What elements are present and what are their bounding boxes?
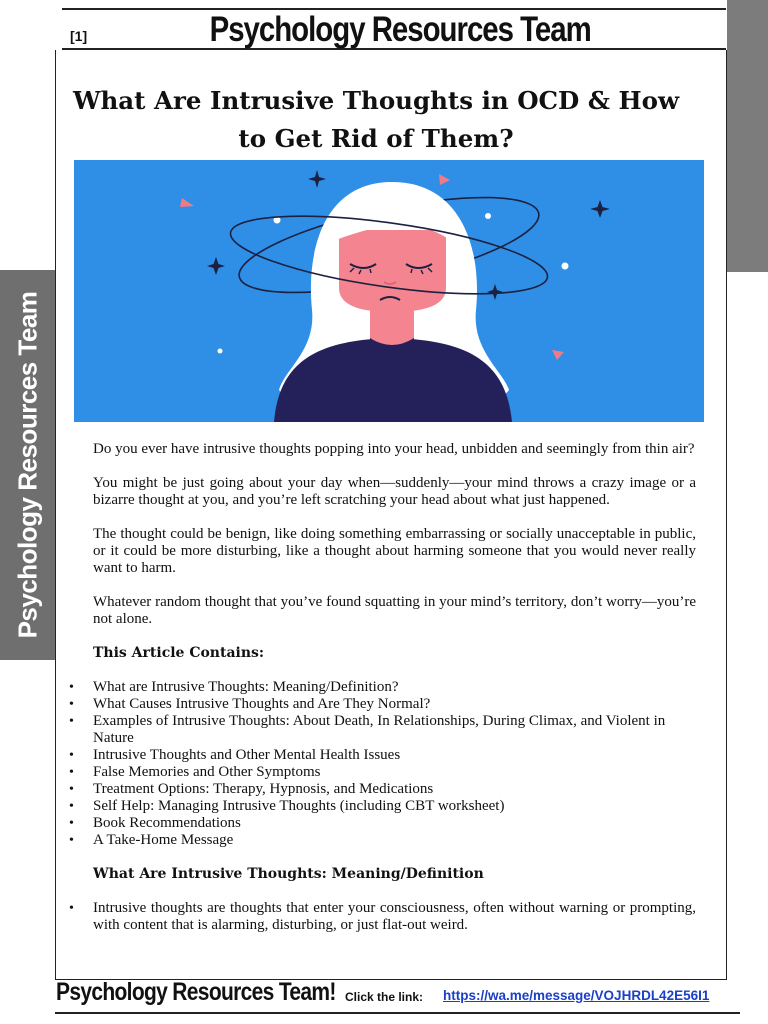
- contents-item: • Treatment Options: Therapy, Hypnosis, and Medications: [93, 781, 696, 798]
- dot-shape: [485, 213, 491, 219]
- contents-heading: This Article Contains:: [93, 645, 265, 661]
- contents-item: • A Take-Home Message: [93, 832, 696, 849]
- sparkle-icon: [308, 170, 326, 188]
- footer-click-label: Click the link:: [345, 990, 424, 1004]
- contents-item: • Self Help: Managing Intrusive Thoughts (including CBT worksheet): [93, 798, 696, 815]
- triangle-shape: [439, 174, 450, 185]
- contents-item: • Book Recommendations: [93, 815, 696, 832]
- page-number: [1]: [70, 28, 88, 44]
- sparkle-icon: [207, 257, 225, 275]
- hero-illustration: [74, 160, 704, 422]
- side-bar-vertical-title: Psychology Resources Team: [12, 291, 43, 639]
- definition-heading: What Are Intrusive Thoughts: Meaning/Definition: [93, 866, 484, 882]
- contents-item: • Examples of Intrusive Thoughts: About Death, In Relationships, During Climax, and Violent in Nature: [93, 713, 696, 747]
- dot-shape: [562, 263, 569, 270]
- sparkle-icon: [590, 200, 610, 218]
- article-title: What Are Intrusive Thoughts in OCD & How to Get Rid of Them?: [72, 86, 680, 153]
- dot-shape: [218, 349, 223, 354]
- sparkle-icon: [487, 284, 503, 300]
- paragraph: Do you ever have intrusive thoughts popping into your head, unbidden and seemingly from thin air?: [93, 441, 695, 457]
- contents-list: [93, 679, 696, 849]
- right-decorative-bar: [727, 0, 768, 272]
- contents-item: • False Memories and Other Symptoms: [93, 764, 696, 781]
- paragraph: You might be just going about your day when—suddenly—your mind throws a crazy image or a bizarre thought at you, and you’re left scratching your head about what just happened.: [93, 475, 696, 508]
- article-body: [93, 441, 696, 951]
- footer-whatsapp-link[interactable]: https://wa.me/message/VOJHRDL42E56I1: [443, 988, 710, 1003]
- face-shape: [339, 230, 446, 312]
- paragraph: Whatever random thought that you’ve found squatting in your mind’s territory, don’t worry—you’re not alone.: [93, 594, 696, 627]
- triangle-shape: [180, 198, 194, 207]
- footer-brand: Psychology Resources Team!: [56, 978, 336, 1006]
- paragraph: The thought could be benign, like doing something embarrassing or socially unacceptable in public, or it could be more disturbing, like a thought about harming someone that you would never really want to harm.: [93, 526, 696, 576]
- footer-rule: [55, 1012, 740, 1014]
- contents-item: • Intrusive Thoughts and Other Mental Health Issues: [93, 747, 696, 764]
- contents-item: • What are Intrusive Thoughts: Meaning/Definition?: [93, 679, 696, 696]
- contents-item: • What Causes Intrusive Thoughts and Are They Normal?: [93, 696, 696, 713]
- definition-item: • Intrusive thoughts are thoughts that enter your consciousness, often without warning or prompting, with content that is alarming, disturbing, or just flat-out weird.: [93, 900, 696, 934]
- header-title: Psychology Resources Team: [209, 10, 591, 49]
- triangle-shape: [552, 350, 564, 360]
- woman-intrusive-thoughts-illustration: [74, 160, 704, 422]
- definition-list: [93, 900, 696, 934]
